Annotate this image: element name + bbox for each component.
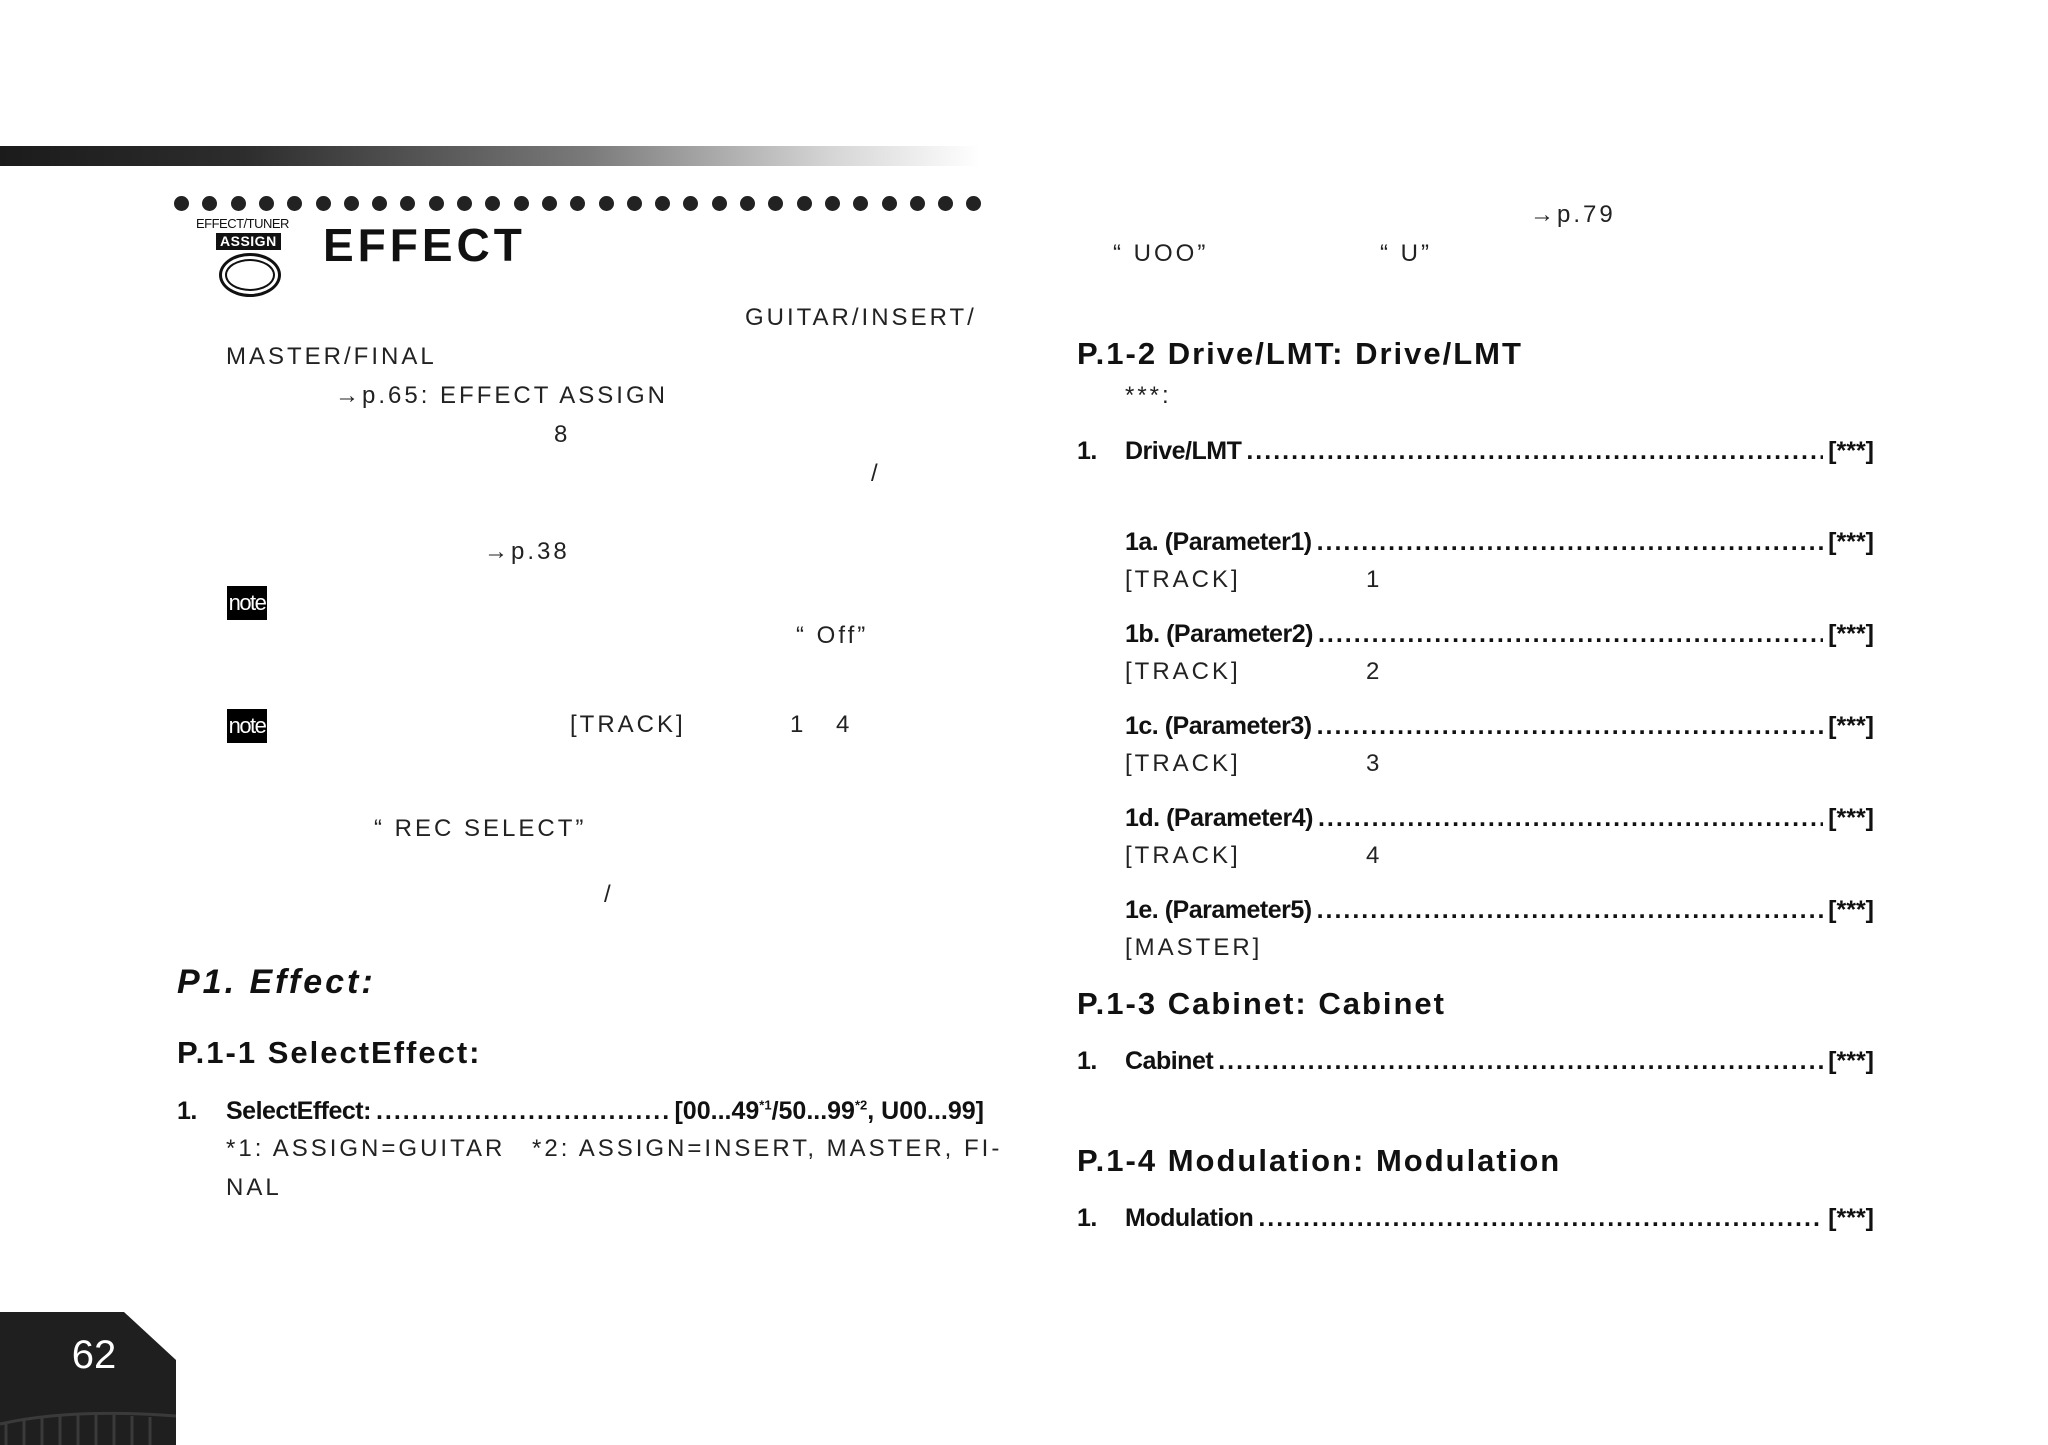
drive-item-value: [***]: [1828, 437, 1874, 465]
parameter-track-number: 4: [1366, 842, 1383, 869]
parameter-value: [***]: [1828, 528, 1874, 556]
assign-button-icon: [219, 253, 281, 297]
header-gradient-bar: [0, 146, 980, 166]
parameter-target: [TRACK]: [1125, 658, 1241, 685]
p13-heading: P.1-3 Cabinet: Cabinet: [1077, 986, 1447, 1021]
cabinet-item-num: 1.: [1077, 1047, 1097, 1075]
parameter-target: [TRACK]: [1125, 842, 1241, 869]
cabinet-item-value: [***]: [1828, 1047, 1874, 1075]
parameter-target: [TRACK]: [1125, 750, 1241, 777]
rule-dot: [202, 196, 217, 211]
off-value: “ Off”: [796, 622, 869, 649]
slash-1: /: [871, 460, 881, 487]
rule-dot: [429, 196, 444, 211]
select-effect-range: [00...49$^{*1}$/50...99$^{*2}$, U00...99]: [674, 1097, 984, 1125]
page-number: 62: [71, 1333, 117, 1377]
p14-heading: P.1-4 Modulation: Modulation: [1077, 1143, 1562, 1178]
rule-dot: [712, 196, 727, 211]
parameter-track-number: 1: [1366, 566, 1383, 593]
ref-p79: →p.79: [1530, 201, 1616, 228]
parameter-value: [***]: [1828, 620, 1874, 648]
note-range-a: 1: [790, 711, 807, 738]
rule-dot: [599, 196, 614, 211]
dot-leader: [1218, 1047, 1823, 1076]
dot-leader: [1318, 804, 1823, 833]
parameter-target: [MASTER]: [1125, 934, 1263, 961]
select-effect-row: [226, 1097, 984, 1126]
uoo-value: “ UOO”: [1113, 240, 1209, 267]
modulation-item-row: [1125, 1204, 1874, 1233]
rule-dot: [485, 196, 500, 211]
dot-leader: [376, 1097, 670, 1126]
ref-effect-assign: →p.65: EFFECT ASSIGN: [335, 382, 668, 409]
dot-leader: [1317, 528, 1824, 557]
rule-dot: [316, 196, 331, 211]
note-range-b: 4: [836, 711, 853, 738]
parameter-label: 1e. (Parameter5): [1125, 896, 1312, 924]
note-track: [TRACK]: [570, 711, 686, 738]
cabinet-item-label: Cabinet: [1125, 1047, 1214, 1075]
parameter-row: [1125, 896, 1874, 925]
modulation-item-value: [***]: [1828, 1204, 1874, 1232]
ref-assign-a: GUITAR/INSERT/: [745, 304, 977, 331]
parameter-target: [TRACK]: [1125, 566, 1241, 593]
assign-icon-caption: EFFECT/TUNER: [196, 216, 289, 231]
rule-dot: [514, 196, 529, 211]
dot-leader: [1318, 620, 1823, 649]
rule-dot: [259, 196, 274, 211]
drive-item-row: [1125, 437, 1874, 466]
rule-dot: [655, 196, 670, 211]
parameter-label: 1c. (Parameter3): [1125, 712, 1312, 740]
drive-item-num: 1.: [1077, 437, 1097, 465]
footnote-1: *1: ASSIGN=GUITAR: [226, 1135, 506, 1162]
parameter-track-number: 2: [1366, 658, 1383, 685]
select-effect-num: 1.: [177, 1097, 197, 1125]
rule-dot: [797, 196, 812, 211]
rule-dot: [400, 196, 415, 211]
rule-dot: [768, 196, 783, 211]
modulation-item-label: Modulation: [1125, 1204, 1254, 1232]
rule-dot: [570, 196, 585, 211]
modulation-item-num: 1.: [1077, 1204, 1097, 1232]
parameter-value: [***]: [1828, 712, 1874, 740]
page-title: EFFECT: [323, 219, 526, 271]
dot-leader: [1258, 1204, 1823, 1233]
rule-dot: [231, 196, 246, 211]
rec-select: “ REC SELECT”: [374, 815, 587, 842]
note-badge-2: note: [227, 709, 267, 743]
parameter-row: [1125, 528, 1874, 557]
rule-dot: [882, 196, 897, 211]
dot-leader: [1317, 896, 1824, 925]
parameter-label: 1d. (Parameter4): [1125, 804, 1313, 832]
number-8: 8: [554, 421, 571, 448]
rule-dot: [910, 196, 925, 211]
rule-dot: [344, 196, 359, 211]
rule-dot: [627, 196, 642, 211]
parameter-row: [1125, 620, 1874, 649]
rule-dot: [966, 196, 981, 211]
parameter-value: [***]: [1828, 804, 1874, 832]
parameter-row: [1125, 712, 1874, 741]
footnote-2-continued: NAL: [226, 1174, 282, 1201]
parameter-label: 1a. (Parameter1): [1125, 528, 1312, 556]
p11-heading: P.1-1 SelectEffect:: [177, 1035, 482, 1070]
ref-assign-b: MASTER/FINAL: [226, 343, 437, 370]
rule-dot: [938, 196, 953, 211]
rule-dot: [740, 196, 755, 211]
ref-p38: →p.38: [484, 538, 570, 565]
rule-dot: [287, 196, 302, 211]
drive-item-label: Drive/LMT: [1125, 437, 1242, 465]
parameter-track-number: 3: [1366, 750, 1383, 777]
rule-dot: [825, 196, 840, 211]
parameter-label: 1b. (Parameter2): [1125, 620, 1313, 648]
p1-heading: P1. Effect:: [177, 963, 376, 1001]
dotted-rule: [174, 196, 982, 214]
footnote-2: *2: ASSIGN=INSERT, MASTER, FI-: [532, 1135, 1003, 1162]
assign-badge: ASSIGN: [216, 233, 281, 250]
u-value: “ U”: [1380, 240, 1432, 267]
rule-dot: [457, 196, 472, 211]
parameter-row: [1125, 804, 1874, 833]
rule-dot: [174, 196, 189, 211]
rule-dot: [372, 196, 387, 211]
parameter-value: [***]: [1828, 896, 1874, 924]
select-effect-label: SelectEffect:: [226, 1097, 371, 1125]
note-badge-1: note: [227, 586, 267, 620]
dot-leader: [1246, 437, 1823, 466]
rule-dot: [542, 196, 557, 211]
dot-leader: [1317, 712, 1824, 741]
p12-heading: P.1-2 Drive/LMT: Drive/LMT: [1077, 336, 1523, 371]
cabinet-item-row: [1125, 1047, 1874, 1076]
rule-dot: [853, 196, 868, 211]
slash-2: /: [604, 881, 614, 908]
rule-dot: [683, 196, 698, 211]
stars-note: ***:: [1125, 382, 1172, 409]
page-corner-tab: [0, 1312, 176, 1445]
